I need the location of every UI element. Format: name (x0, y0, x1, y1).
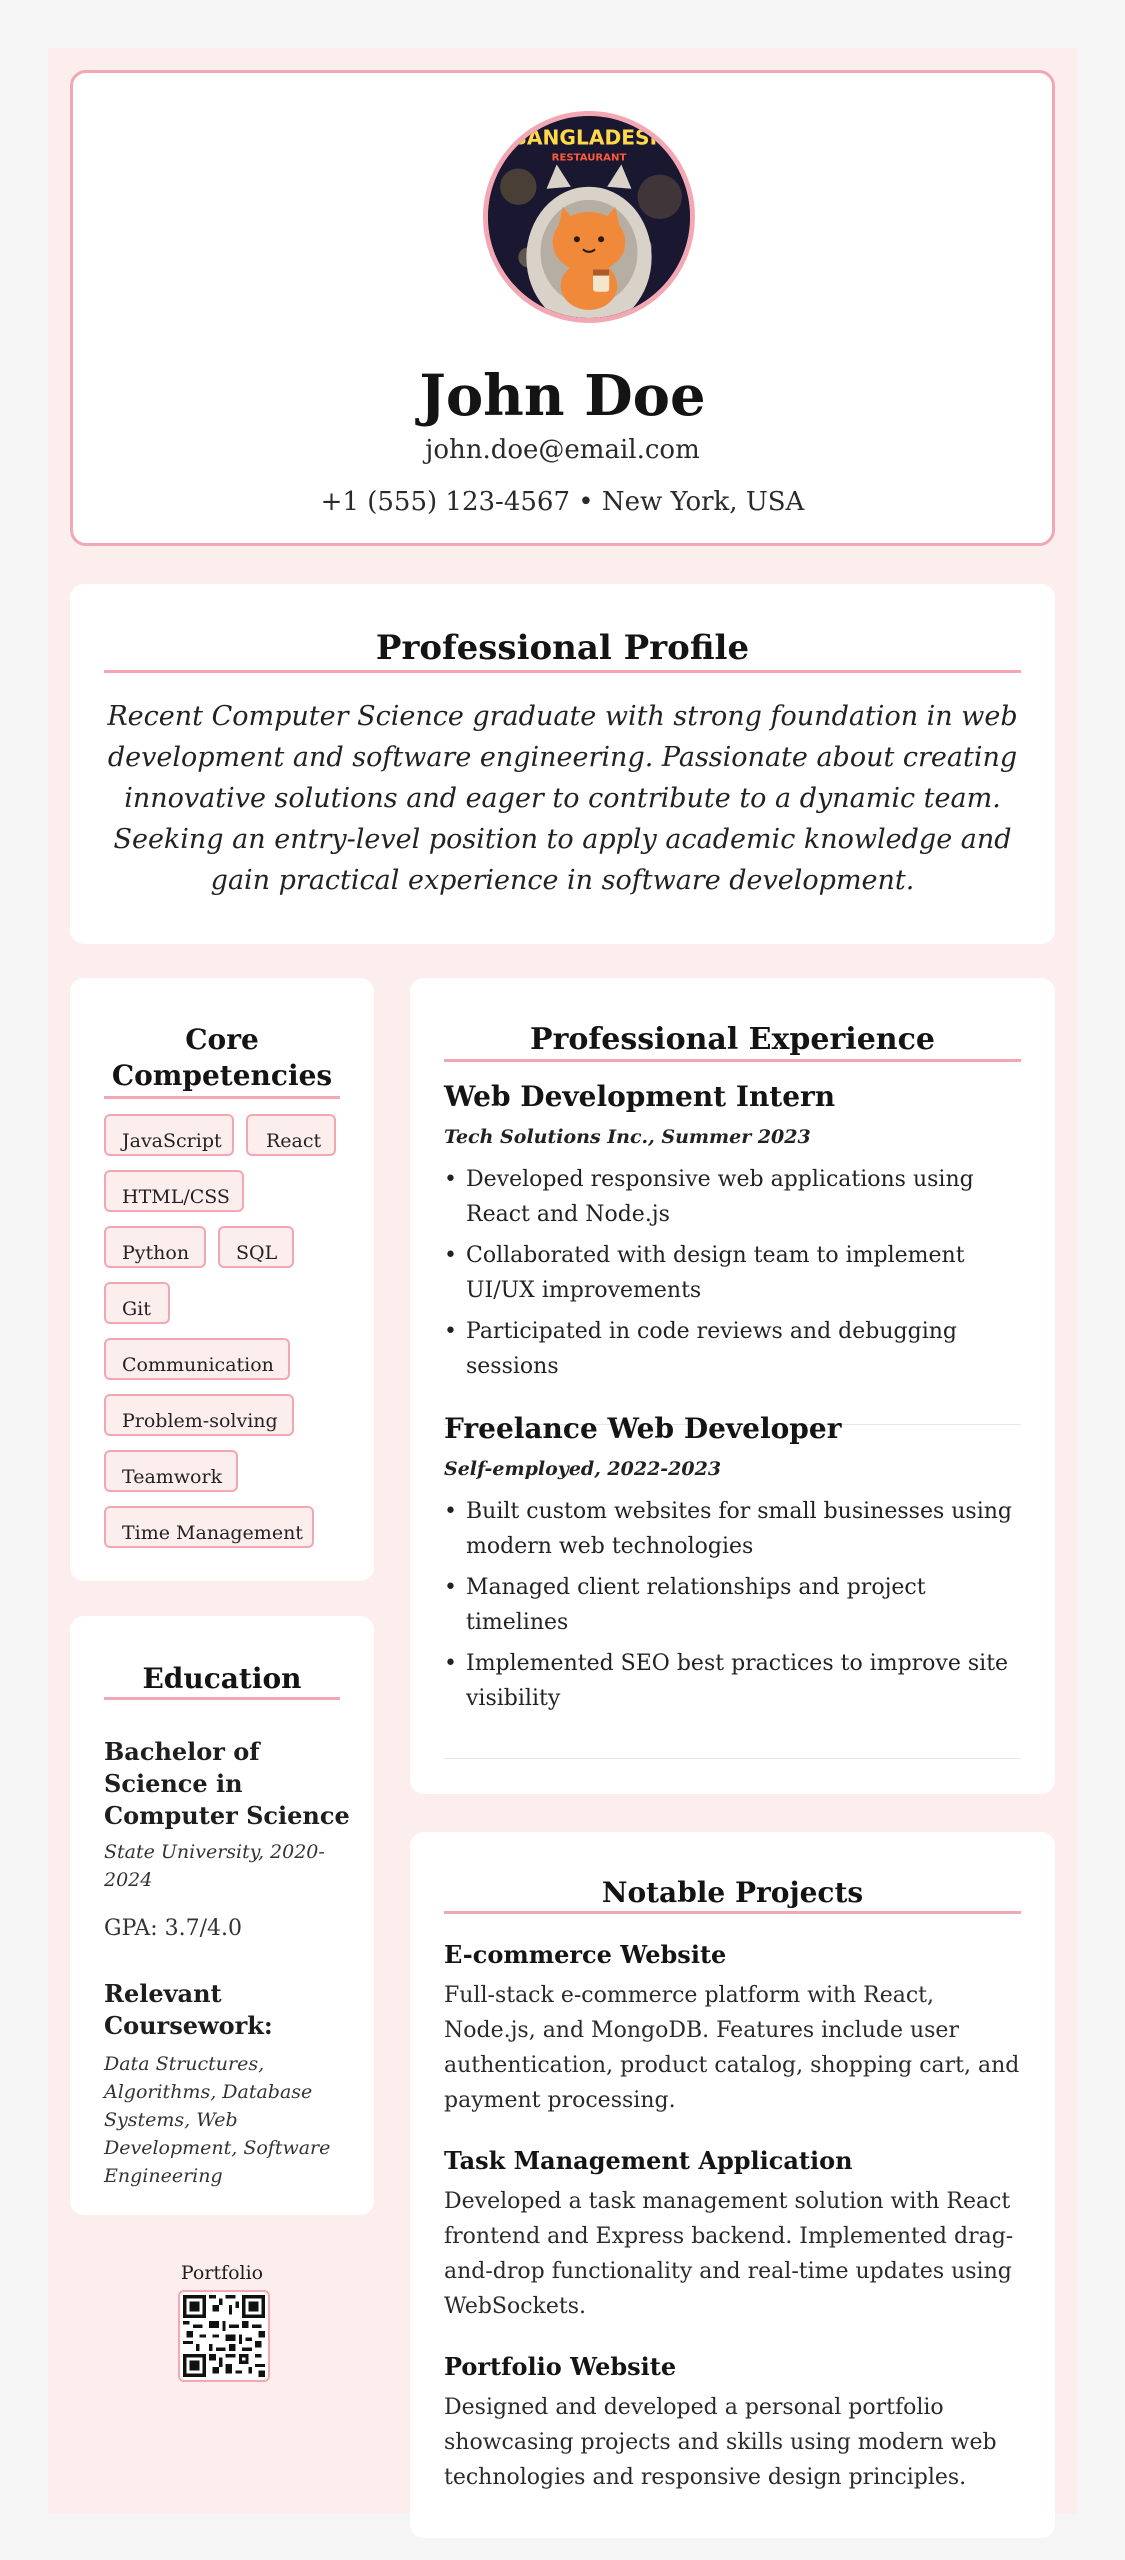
coursework-heading: Relevant Coursework: (104, 1979, 273, 2040)
phone-number[interactable]: +1 (555) 123-4567 (320, 487, 571, 517)
projects-heading: Notable Projects (444, 1876, 1021, 1914)
job-meta: Self-employed, 2022-2023 (444, 1458, 722, 1480)
skill-tag: Python (104, 1226, 206, 1268)
header-card (70, 70, 1055, 546)
skill-tag: SQL (218, 1226, 294, 1268)
job-title: Freelance Web Developer (444, 1412, 842, 1445)
project-description: Full-stack e-commerce platform with React, Node.js, and MongoDB. Features include user authentication, product catalog, shopping cart, and payment processing. (444, 1983, 1020, 2113)
profile-card (70, 584, 1055, 944)
project-description: Developed a task management solution with React frontend and Express backend. Implemented drag-and-drop functionality and real-time updates using WebSockets. (444, 2189, 1014, 2319)
project-title: E-commerce Website (444, 1940, 727, 1969)
skills-card (70, 978, 374, 1581)
job-meta: Tech Solutions Inc., Summer 2023 (444, 1126, 811, 1148)
skill-tag: JavaScript (104, 1114, 234, 1156)
job-bullet: • Managed client relationships and project timelines (444, 1570, 1021, 1640)
avatar (483, 111, 695, 323)
skills-heading: Core Competencies (104, 1022, 340, 1099)
skill-tag: Communication (104, 1338, 290, 1380)
job-bullets (444, 1162, 1021, 1384)
skill-tag: React (246, 1114, 336, 1156)
education-heading: Education (104, 1662, 340, 1700)
job-bullet: • Participated in code reviews and debugging sessions (444, 1314, 1021, 1384)
job-entry (444, 1410, 1021, 1722)
job-entry (444, 1078, 1021, 1390)
job-bullet: • Built custom websites for small businesses using modern web technologies (444, 1494, 1021, 1564)
contact-line (73, 487, 1052, 517)
project-entry (444, 1938, 1021, 2118)
email-link[interactable]: john.doe@email.com (425, 435, 700, 465)
location: New York, USA (601, 487, 805, 517)
job-bullet: • Implemented SEO best practices to improve site visibility (444, 1646, 1021, 1716)
resume-page (48, 48, 1077, 2514)
avatar-sign-text: BANGLADESH (511, 125, 667, 150)
project-entry (444, 2144, 1021, 2324)
avatar-sign-subtext: RESTAURANT (551, 152, 627, 164)
job-title: Web Development Intern (444, 1080, 836, 1113)
skill-tag: HTML/CSS (104, 1170, 244, 1212)
education-card (70, 1616, 374, 2215)
experience-card (410, 978, 1055, 1794)
skill-tag: Teamwork (104, 1450, 238, 1492)
profile-summary: Recent Computer Science graduate with strong foundation in web development and software engineering. Passionate about creating innovative solutions and eager to contribute to a dynamic team. Seeking an entry-level position to apply academic knowledge and gain practical experience in software development. (107, 701, 1018, 896)
skill-tag: Problem-solving (104, 1394, 294, 1436)
degree-title: Bachelor of Science in Computer Science (104, 1737, 350, 1830)
job-bullet: • Collaborated with design team to implement UI/UX improvements (444, 1238, 1021, 1308)
portfolio-label: Portfolio (180, 2262, 264, 2284)
experience-heading: Professional Experience (444, 1022, 1021, 1062)
project-entry (444, 2350, 1021, 2495)
job-bullets (444, 1494, 1021, 1716)
coursework-list: Data Structures, Algorithms, Database Systems, Web Development, Software Engineering (104, 2053, 331, 2187)
skill-tag: Time Management (104, 1506, 314, 1548)
project-description: Designed and developed a personal portfolio showcasing projects and skills using modern web technologies and responsive design principles. (444, 2395, 997, 2490)
job-divider (444, 1758, 1021, 1759)
qr-code-icon (183, 2295, 265, 2377)
gpa: GPA: 3.7/4.0 (104, 1916, 243, 1941)
skill-tag: Git (104, 1282, 170, 1324)
candidate-name: John Doe (419, 363, 706, 429)
avatar-photo (488, 116, 690, 318)
project-title: Portfolio Website (444, 2352, 677, 2381)
bullet-separator: • (578, 487, 594, 517)
project-title: Task Management Application (444, 2146, 853, 2175)
profile-heading: Professional Profile (104, 628, 1021, 673)
projects-card (410, 1832, 1055, 2538)
job-bullet: • Developed responsive web applications using React and Node.js (444, 1162, 1021, 1232)
school-dates: State University, 2020-2024 (104, 1841, 325, 1891)
portfolio-qr-code[interactable] (178, 2290, 270, 2382)
